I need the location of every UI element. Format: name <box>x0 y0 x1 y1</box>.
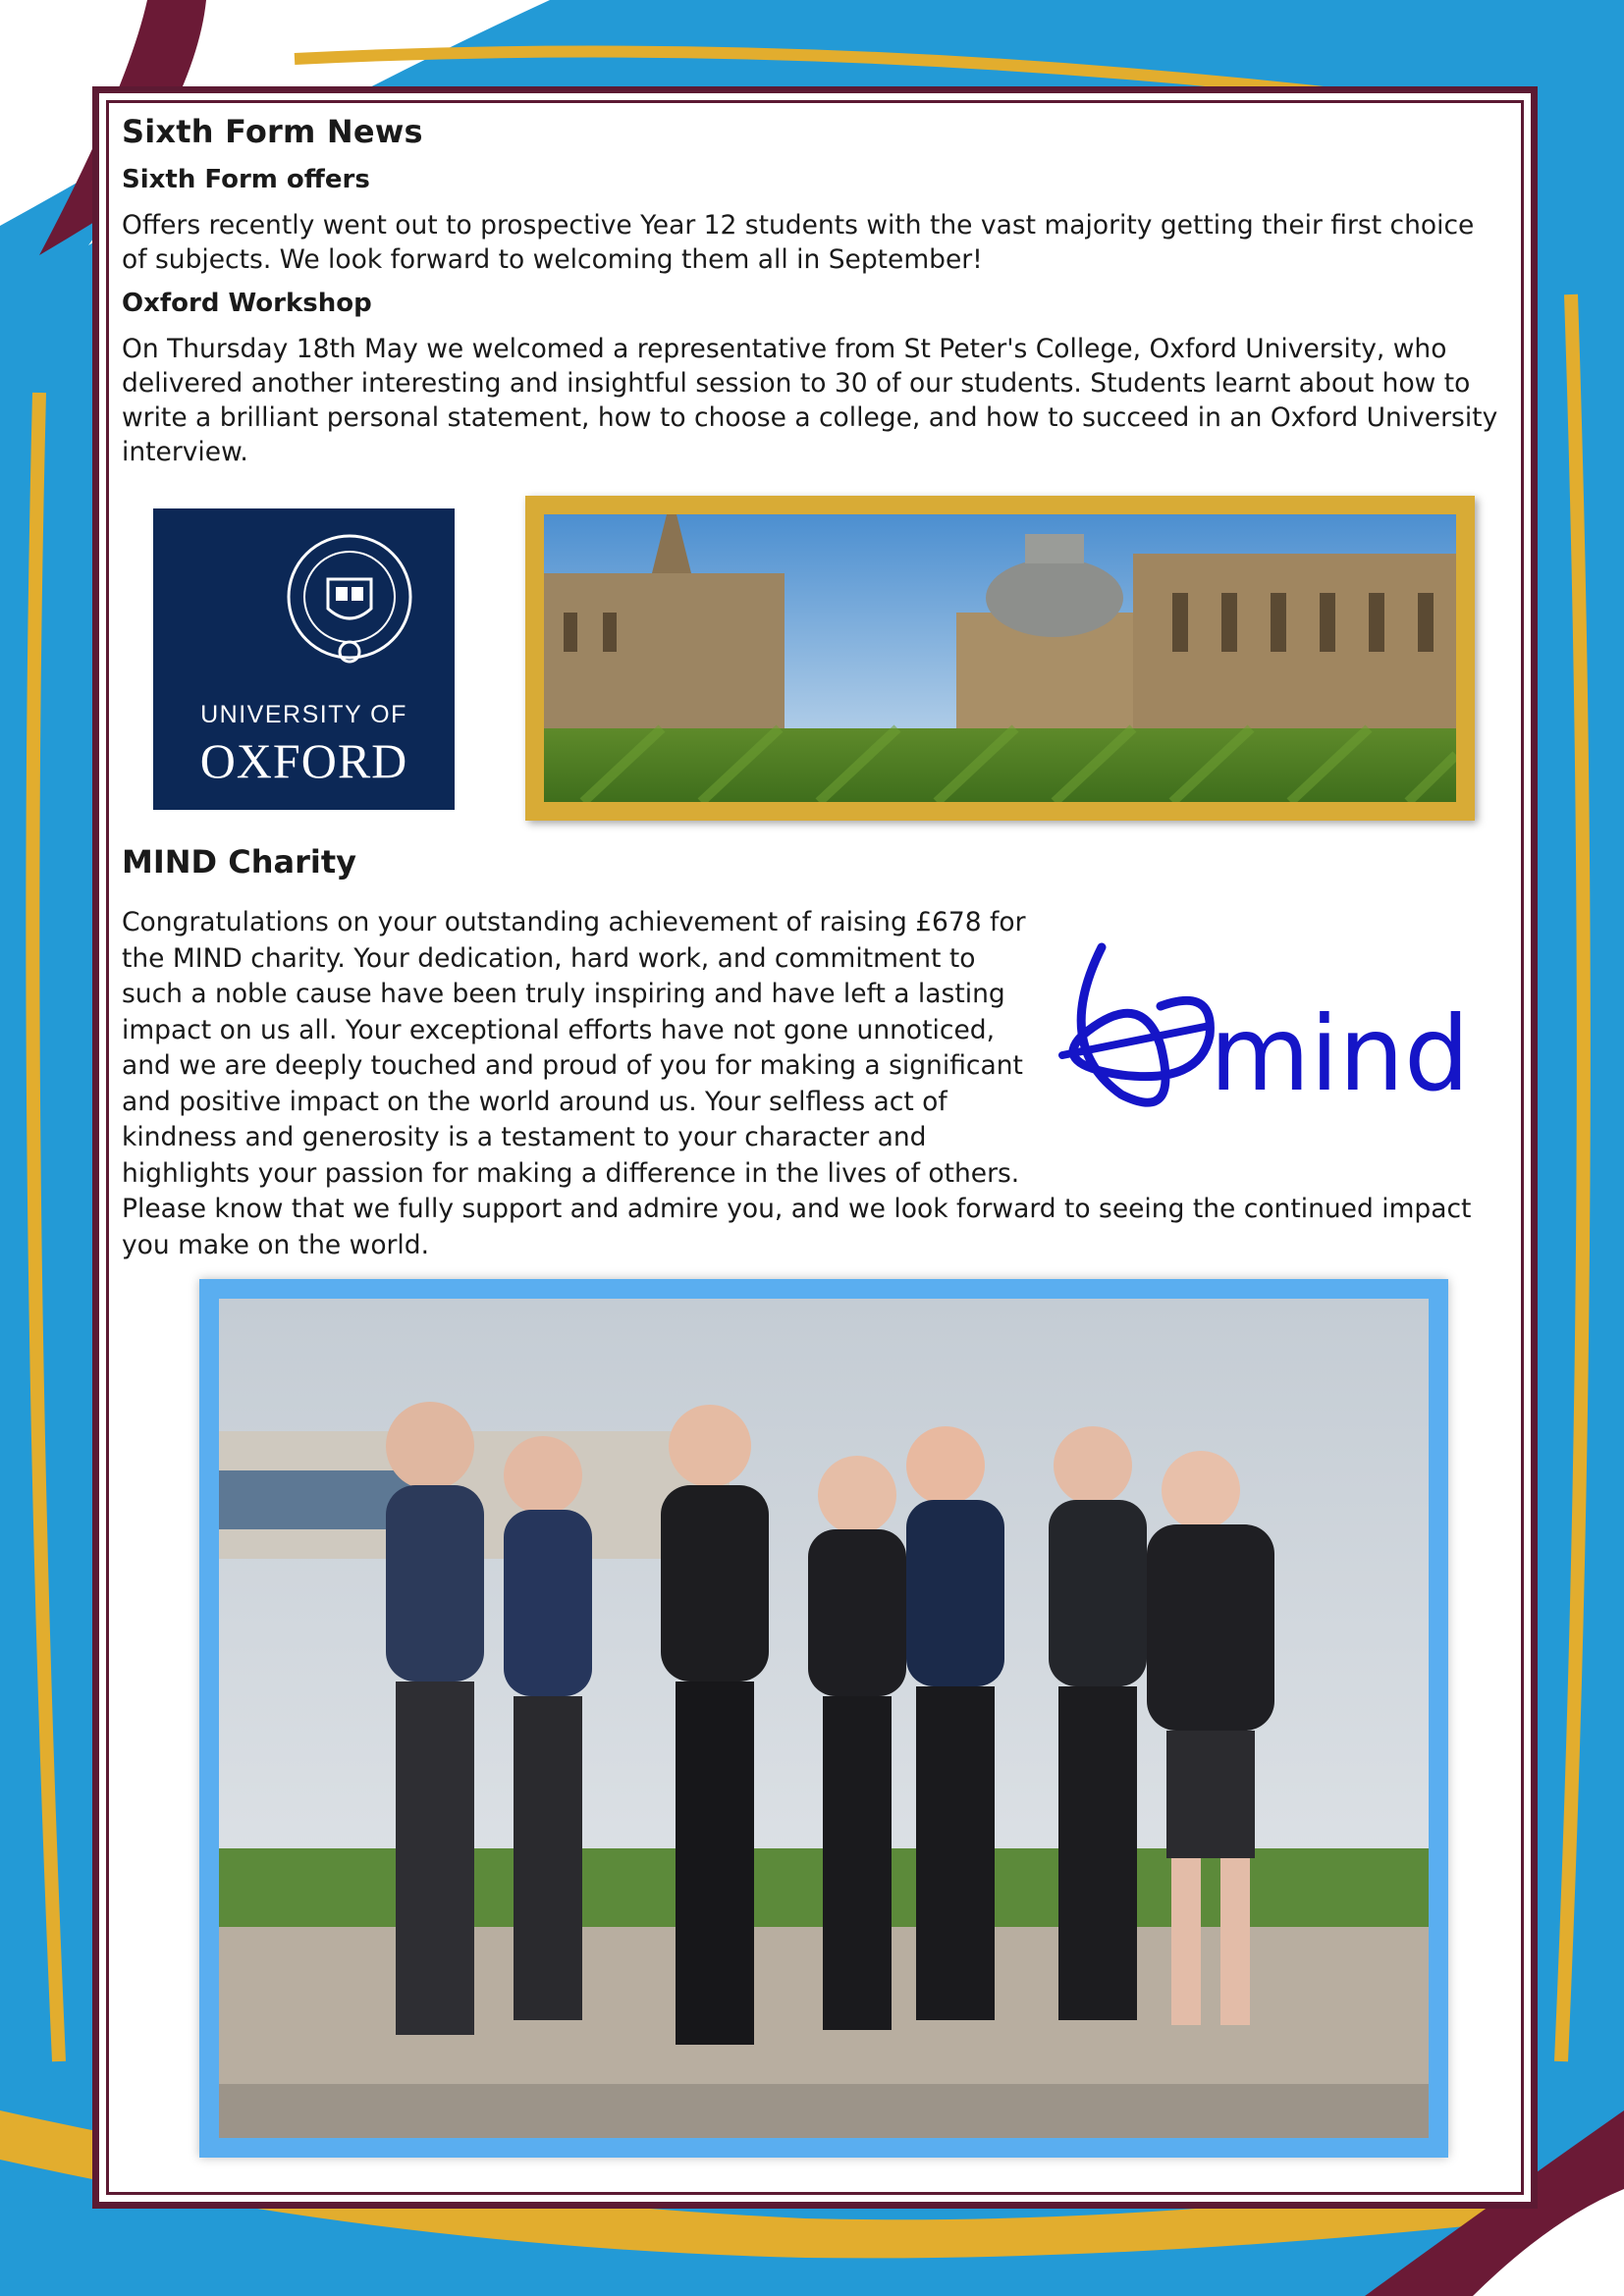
mind-heading: MIND Charity <box>122 843 356 881</box>
offers-heading: Sixth Form offers <box>122 165 370 194</box>
mind-logo-icon <box>1043 928 1514 1144</box>
oxford-crest-icon <box>153 518 455 675</box>
oxford-logo-line1: UNIVERSITY OF <box>200 701 407 728</box>
sixth-form-section <box>122 110 1502 469</box>
group-photo <box>199 1279 1448 2158</box>
offers-paragraph: Offers recently went out to prospective Year 12 students with the vast majority getting their first choice of subjects. We look forward to welcoming them all in September! <box>122 210 1475 275</box>
sixth-form-title: Sixth Form News <box>122 113 423 150</box>
workshop-heading: Oxford Workshop <box>122 289 372 318</box>
mind-logo <box>1043 928 1514 1144</box>
campus-photo-image <box>544 514 1456 802</box>
oxford-campus-photo <box>525 496 1475 821</box>
mind-paragraph-text: Congratulations on your outstanding achievement of raising £678 for the MIND charity. Your dedication, hard work, and commitment to such a noble cause have been truly inspiring and have left a lasting impact on us all. Your exceptional efforts have not gone unnoticed, and we are deeply touched and proud of you for making a significant and positive impact on the world around us. Your selfless act of kindness and generosity is a testament to your character and highlights your passion for making a difference in the lives of others. Please know that we fully support and admire you, and we look forward to seeing the continued impact you make on the world. <box>122 907 1472 1260</box>
group-photo-image <box>219 1299 1429 2138</box>
oxford-logo <box>153 508 455 810</box>
mind-logo-word: mind <box>1210 994 1470 1114</box>
workshop-paragraph: On Thursday 18th May we welcomed a representative from St Peter's College, Oxford University, who delivered another interesting and insightful session to 30 of our students. Students learnt about how to write a brilliant personal statement, how to choose a college, and how to succeed in an Oxford University interview. <box>122 334 1498 467</box>
oxford-logo-line2: OXFORD <box>199 733 408 788</box>
